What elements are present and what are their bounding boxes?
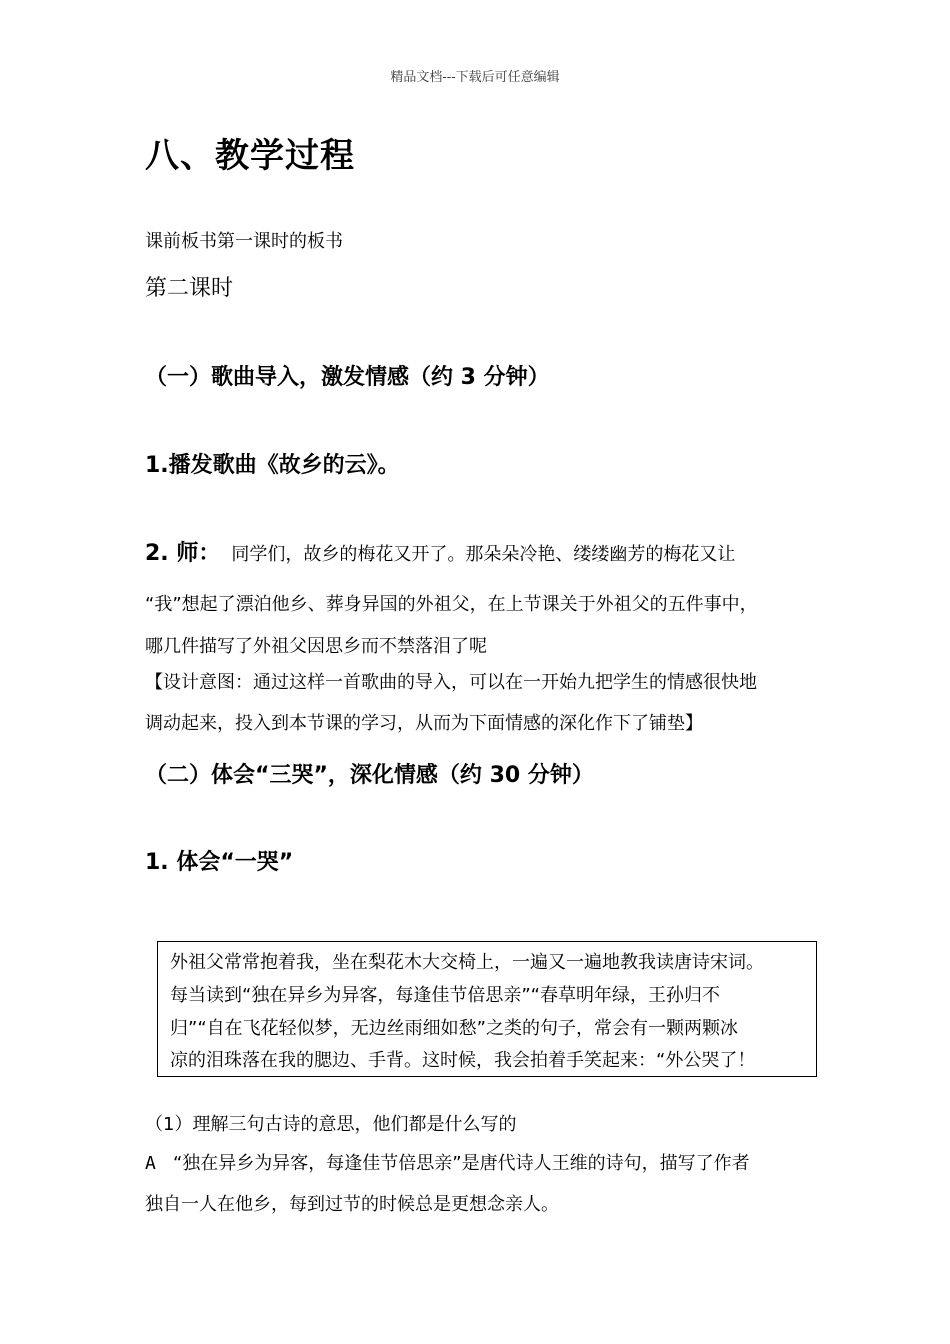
design-intent-line-1: 【设计意图：通过这样一首歌曲的导入，可以在一开始九把学生的情感很快地: [145, 672, 757, 693]
quote-line: 外祖父常常抱着我，坐在梨花木大交椅上，一遍又一遍地教我读唐诗宋词。: [170, 952, 764, 973]
section-heading-1: （一）歌曲导入，激发情感（约 3 分钟）: [145, 365, 550, 390]
section2-subheading-1: 1. 体会“一哭”: [145, 850, 294, 875]
item-2-line-2: “我”想起了漂泊他乡、葬身异国的外祖父，在上节课关于外祖父的五件事中，: [145, 594, 758, 615]
section1-item-1: 1.播发歌曲《故乡的云》。: [145, 453, 400, 478]
section1-item-2: [145, 536, 735, 567]
answer-a-prefix: A: [145, 1153, 156, 1174]
lesson-label: 第二课时: [145, 276, 234, 301]
page-header-watermark: 精品文档---下载后可任意编辑: [390, 70, 560, 85]
item-2-label: 2. 师：: [145, 541, 221, 566]
item-2-text: 同学们，故乡的梅花又开了。那朵朵冷艳、缕缕幽芳的梅花又让: [231, 544, 736, 565]
design-intent-line-2: 调动起来，投入到本节课的学习，从而为下面情感的深化作下了铺垫】: [145, 713, 703, 734]
question-1: （1）理解三句古诗的意思，他们都是什么写的: [145, 1114, 517, 1135]
quote-line: 归”“自在飞花轻似梦，无边丝雨细如愁”之类的句子，常会有一颗两颗冰: [170, 1018, 738, 1039]
item-2-line-3: 哪几件描写了外祖父因思乡而不禁落泪了呢: [145, 636, 487, 657]
section-heading-2: （二）体会“三哭”，深化情感（约 30 分钟）: [145, 763, 594, 788]
answer-a-text: “独在异乡为异客，每逢佳节倍思亲”是唐代诗人王维的诗句，描写了作者: [172, 1153, 750, 1174]
page-title: 八、教学过程: [145, 136, 355, 176]
intro-line: 课前板书第一课时的板书: [145, 231, 343, 252]
quote-box: [157, 941, 817, 1077]
answer-a-line-1: [145, 1149, 750, 1175]
answer-a-line-2: 独自一人在他乡，每到过节的时候总是更想念亲人。: [145, 1194, 559, 1215]
quote-line: 每当读到“独在异乡为异客，每逢佳节倍思亲”“春草明年绿，王孙归不: [170, 985, 720, 1006]
quote-line: 凉的泪珠落在我的腮边、手背。这时候，我会拍着手笑起来：“外公哭了！: [170, 1050, 756, 1071]
